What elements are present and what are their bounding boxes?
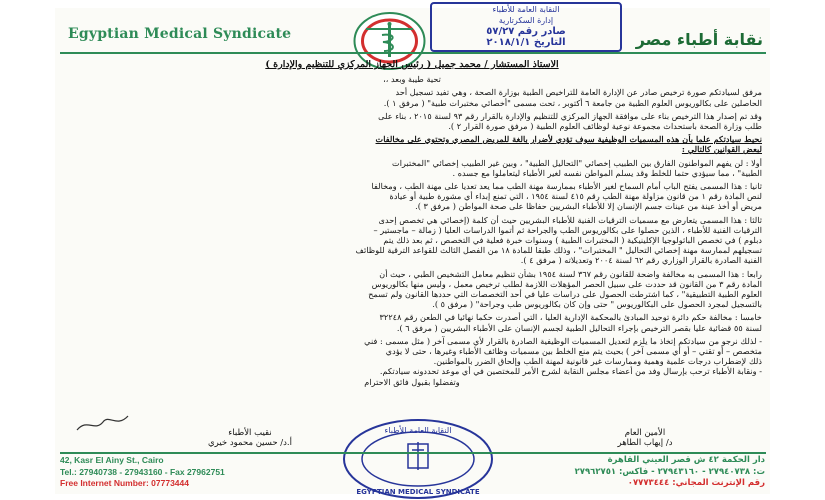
paragraph-line: مريض أو أخذ عينة من عينات جسم الإنسان إلا للأطباء البشريين حفاظا على صحة المواطن ( مرفق ٣ ). [415, 201, 762, 212]
right-signature-block [585, 428, 705, 448]
paragraph-line: طلب وزارة الصحة باستحداث مجموعة نوعية لوظائف العلوم الطبية ( مرفق صورة القرار ٢ ). [448, 121, 762, 132]
paragraph-line: نحيط سيادتكم علما بأن هذه المسميات الوظيفية سوف تؤدي لأضرار بالغة للمريض المصري وتحتوي على مخالفات [375, 134, 762, 145]
syndicate-english-name: Egyptian Medical Syndicate [68, 26, 292, 42]
footer-address-en: 42, Kasr El Ainy St., Cairo [60, 455, 164, 465]
paragraph-line: الفنية الصادرة بالقرار الوزاري رقم ٦٢ لسنة ٢٠٠٤ وتعديلاته ( مرفق ٤ ). [520, 255, 762, 266]
stamp-top-text: النقابة العامة للأطباء [384, 426, 452, 435]
right-signatory-name: د/ إيهاب الطاهر [617, 438, 673, 448]
left-signature-block [190, 428, 310, 448]
letter-closing: وتفضلوا بقبول فائق الاحترام [364, 376, 460, 387]
paragraph-line: خامسا : مخالفة حكم دائرة توحيد المبادئ بالمحكمة الإدارية العليا ، التي أصدرت حكما نهائيا في الطعن رقم ٣٢٢٤٨ [379, 312, 762, 323]
paragraph-line: لبعض القوانين كالتالي : [681, 144, 762, 155]
paragraph-line: لسنة ٥٥ قضائية عليا بقصر الترخيص بإجراء التحاليل الطبية لجسم الإنسان على الأطباء البشريين ( مرفق ٦ ). [396, 322, 762, 333]
paragraph-line: وقد تم إصدار هذا الترخيص بناء على موافقة الجهاز المركزي للتنظيم والإدارة بالقرار رقم ٩٣ لسنة ٢٠١٥ ، بناء على [378, 110, 762, 121]
footer-phones-en: Tel.: 27940738 - 27943160 - Fax 27962751 [60, 466, 225, 477]
stamp-bottom-text: EGYPTIAN MEDICAL SYNDICATE [356, 488, 480, 496]
round-syndicate-stamp-icon [342, 418, 494, 500]
footer-divider [60, 452, 766, 454]
stamp-line-2: إدارة السكرتارية [498, 16, 554, 25]
handwritten-signature-icon [75, 410, 130, 435]
paragraph-line: الحاصلين على بكالوريوس العلوم الطبية من جامعة ٦ أكتوبر ، تحت مسمى "أخصائي مختبرات طبية" ( مرفق ١ ). [383, 97, 762, 108]
syndicate-arabic-name: نقابة أطباء مصر [635, 30, 763, 49]
paragraph-line: - ونقابة الأطباء ترحب بإرسال وفد من أعضاء مجلس النقابة لشرح الأمر للمختصين في أي موعد تحددونه سيادتكم. [379, 366, 762, 377]
left-signatory-title: نقيب الأطباء [228, 428, 272, 438]
footer-address-ar: دار الحكمة ٤٢ ش قصر العيني القاهرة [607, 455, 765, 465]
paragraph-line: بالتسجيل لمجرد الحصول على البكالوريوس " حتى وإن كان بكالوريوس طب وجراحة" ( مرفق ٥ ). [432, 299, 762, 310]
paragraph-line: تسجيلهم لممارسة مهنة إخصائي التحاليل " المختبرات" ، وذلك طبقا للمادة ١٨ من الفصل الثالث للقواعد الترقية للوظائف [355, 245, 762, 256]
outgoing-number-stamp [430, 2, 622, 52]
paragraph-line: أولا : لن يفهم المواطنون الفارق بين الطبيب إخصائي "التحاليل الطبية" ، وبين غير الطبيب إخصائي "المختبرات [392, 157, 762, 168]
paragraph-line: ثالثا : هذا المسمى يتعارض مع مسميات الترقيات الفنية للأطباء البشريين حيث أن كلمة (إخصائي هي تخصص إحدى [378, 214, 762, 225]
paragraph-line: الترقيات الفنية للأطباء ، الذين حصلوا على بكالوريوس الطب والجراحة ثم أتموا الدراسات العليا ( زمالة – ماجستير – [373, 224, 762, 235]
paragraph-line: المادة رقم ٣ من القانون قد حددت على سبيل الحصر المؤهلات اللازمة لطلب ترخيص معمل ، وليس منها بكالوريوس [371, 278, 762, 289]
paragraph-line: ذلك لإضطراب درجات علمية وهمية وممارسات غير قانونية لمهنة الطب وإلحاق الضرر بالمواطنين. [433, 356, 762, 367]
header-divider [60, 52, 766, 54]
paragraph-line: مرفق لسيادتكم صورة ترخيص صادر عن الإدارة العامة للتراخيص الطبية بوزارة الصحة ، وهي تفيد تسجيل أحد [395, 87, 762, 98]
paragraph-line: - لذلك نرجو من سيادتكم إتخاذ ما يلزم لتعديل المسميات الوظيفية الصادرة بالقرار لأي مسمى آخر ( مثل مسمى : فني [364, 335, 762, 346]
left-signatory-name: أ.د/ حسين محمود خيري [208, 438, 292, 448]
stamp-date: التاريخ ٢٠١٨/١/١ [486, 37, 566, 48]
paragraph-line: دبلوم ) في تخصص الباثولوجيا الإكلينيكية ( المختبرات الطبية ) وسنوات خبرة فعلية في التخصص ، ثم بعد ذلك يتم [383, 235, 762, 246]
letter-greeting: تحية طيبة وبعد ،، [383, 74, 441, 85]
paragraph-line: متخصص – أو تقني – أو أي مسمى آخر ) بحيث يتم منع الخلط بين مسميات وظائف الأطباء وغيرها ، حتى لا يؤدي [385, 346, 762, 357]
footer-english [60, 455, 225, 490]
paragraph-line: ثانيا : هذا المسمى يفتح الباب أمام السماح لغير الأطباء بممارسة مهنة الطب مما يعد تعديا على مهنة الطب ، ومخالفا [371, 181, 762, 192]
stamp-line-1: النقابة العامة للأطباء [492, 5, 560, 14]
footer-phones-ar: ت: ٢٧٩٤٠٧٣٨ - ٢٧٩٤٣١٦٠ - فاكس: ٢٧٩٦٢٧٥١ [574, 466, 765, 477]
paragraph-line: لنص المادة رقم ١ من قانون مزاولة مهنة الطب رقم ٤١٥ لسنة ١٩٥٤ ، التي تمنع إبداء أي مشورة طبية أو عيادة [389, 191, 762, 202]
paragraph-line: رابعا : هذا المسمى به مخالفة واضحة للقانون رقم ٣٦٧ لسنة ١٩٥٤ بشأن تنظيم معامل التشخيص الطبي ، حيث أن [379, 268, 762, 279]
letter-addressee: الأستاذ المستشار / محمد جميل ( رئيس الجهاز المركزي للتنظيم والإدارة ) [265, 60, 559, 70]
stamp-number: صادر رقم ٥٧/٢٧ [486, 26, 566, 37]
footer-internet-ar: رقم الإنترنت المجاني: ٠٧٧٧٣٤٤٤ [627, 478, 765, 488]
footer-arabic [575, 455, 765, 490]
right-signatory-title: الأمين العام [624, 428, 666, 438]
paragraph-line: العلوم الطبية التطبيقية" ، كما اشترطت الحصول على دراسات عليا في أحد التخصصات التي حددها القانون ولم تسمح [368, 289, 762, 300]
paragraph-line: الطبية" ، مما سيؤدي حتما للخلط وقد يسلم المواطن نفسه لغير الأطباء ليتعاملوا مع جسده . [452, 167, 762, 178]
letter-body [62, 60, 762, 387]
footer-internet-en: Free Internet Number: 07773444 [60, 478, 189, 488]
